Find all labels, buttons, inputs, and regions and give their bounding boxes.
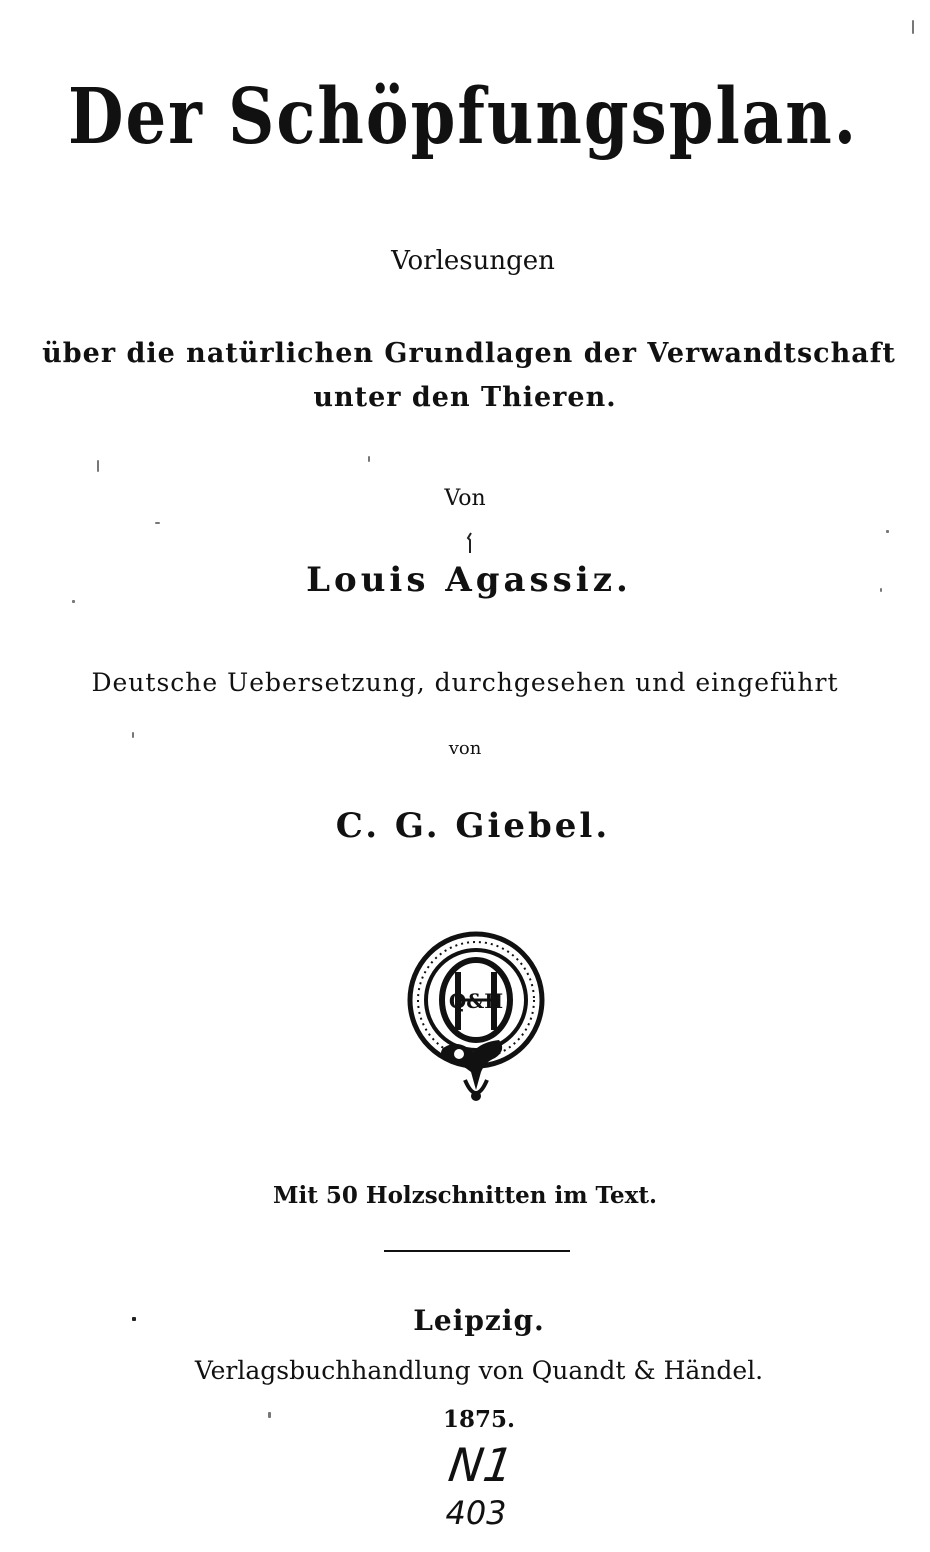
author-name: Louis Agassiz.: [306, 560, 632, 600]
translation-note: Deutsche Uebersetzung, durchgesehen und eingeführt: [91, 668, 839, 697]
pencil-mark: [462, 532, 478, 554]
scan-speck: [132, 1317, 136, 1321]
scan-speck: [132, 732, 134, 738]
translator-label: von: [448, 738, 482, 759]
handwritten-shelfmark-line-1: N1: [445, 1438, 517, 1492]
scan-speck: [97, 460, 99, 472]
imprint-city: Leipzig.: [413, 1304, 545, 1337]
subtitle: Vorlesungen: [391, 246, 555, 276]
book-title: Der Schöpfungsplan.: [67, 72, 859, 162]
scan-speck: [368, 456, 370, 462]
printer-mark-emblem: [403, 930, 549, 1110]
imprint-publisher: Verlagsbuchhandlung von Quandt & Händel.: [194, 1356, 764, 1385]
divider-rule: [384, 1250, 570, 1252]
scan-speck: [72, 600, 75, 603]
scan-speck: [912, 20, 914, 34]
emblem-monogram: Q&H: [448, 989, 504, 1013]
imprint-year: 1875.: [442, 1406, 516, 1433]
by-label: Von: [444, 486, 486, 511]
translator-name: C. G. Giebel.: [335, 806, 611, 846]
scan-speck: [886, 530, 889, 533]
handwritten-shelfmark-line-2: 403: [445, 1494, 507, 1532]
scan-speck: [880, 588, 882, 592]
woodcuts-note: Mit 50 Holzschnitten im Text.: [273, 1182, 657, 1209]
description-line-2: unter den Thieren.: [313, 382, 617, 413]
scan-speck: [268, 1412, 271, 1418]
scan-speck: [155, 522, 160, 524]
description-line-1: über die natürlichen Grundlagen der Verwandtschaft: [42, 338, 896, 369]
